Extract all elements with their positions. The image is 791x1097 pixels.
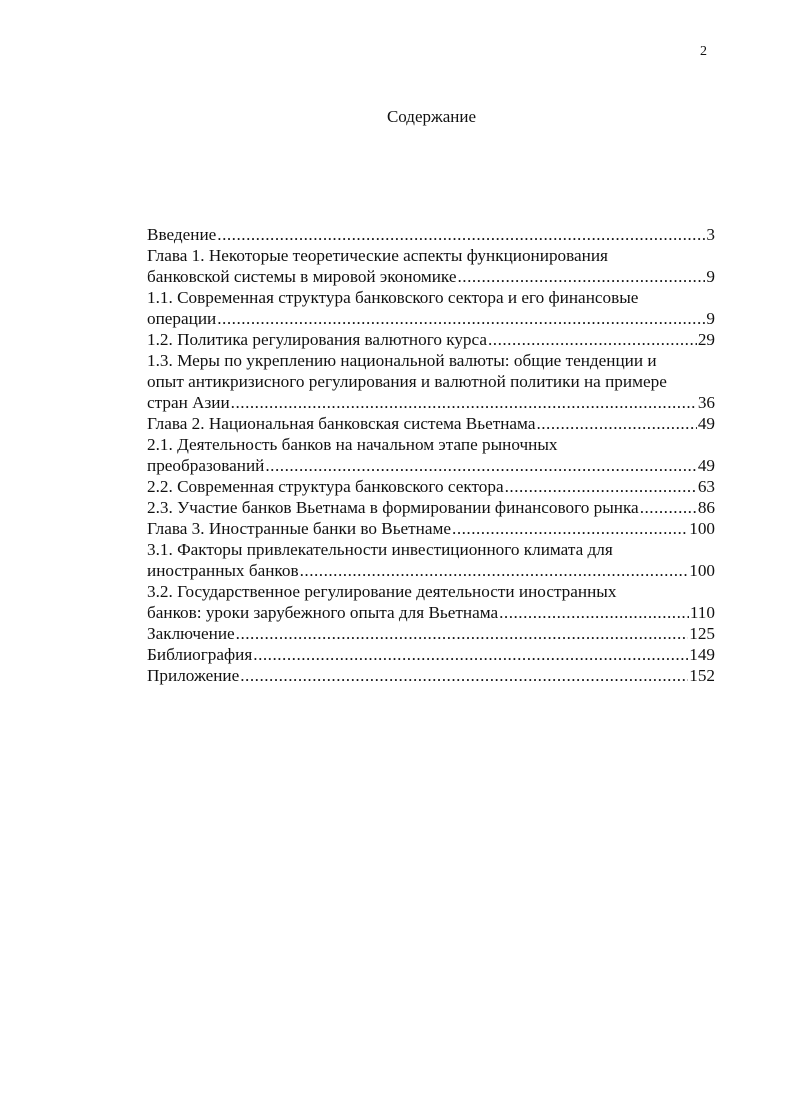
dot-leader <box>265 455 696 476</box>
toc-entry-title: 2.2. Современная структура банковского сектора <box>147 477 504 496</box>
toc-entry <box>147 539 715 581</box>
toc-entry-page: 125 <box>689 624 715 643</box>
toc-entry-line <box>147 224 715 245</box>
toc-entry-title: Глава 3. Иностранные банки во Вьетнаме <box>147 519 452 538</box>
toc-entry-page: 29 <box>697 330 715 349</box>
toc-entry-line <box>147 308 715 329</box>
toc-entry <box>147 413 715 434</box>
dot-leader <box>499 602 689 623</box>
toc-entry <box>147 287 715 329</box>
toc-entry-page: 63 <box>697 477 715 496</box>
toc-entry-page: 49 <box>697 414 715 433</box>
toc-entry-page: 9 <box>706 267 715 286</box>
toc-entry-title: Приложение <box>147 666 240 685</box>
dot-leader <box>240 665 688 686</box>
toc-entry-line <box>147 644 715 665</box>
toc-entry-page: 152 <box>689 666 715 685</box>
toc-entry-page: 149 <box>689 645 715 664</box>
toc-entry-line <box>147 476 715 497</box>
dot-leader <box>640 497 697 518</box>
toc-entry <box>147 623 715 644</box>
toc-entry-text-line: 3.1. Факторы привлекательности инвестиционного климата для <box>147 540 613 559</box>
dot-leader <box>457 266 705 287</box>
toc-entry-line <box>147 392 715 413</box>
dot-leader <box>217 224 705 245</box>
toc-entry-title: Библиография <box>147 645 253 664</box>
toc-entry-line <box>147 560 715 581</box>
toc-entry-title: Заключение <box>147 624 235 643</box>
toc-entry <box>147 518 715 539</box>
toc-entry-line <box>147 329 715 350</box>
table-of-contents <box>147 224 715 686</box>
toc-entry-title: банков: уроки зарубежного опыта для Вьетнама <box>147 603 499 622</box>
toc-entry-line <box>147 266 715 287</box>
page-number: 2 <box>700 44 707 59</box>
toc-entry-page: 110 <box>689 603 715 622</box>
dot-leader <box>236 623 689 644</box>
toc-entry-page: 86 <box>697 498 715 517</box>
toc-entry-page: 49 <box>697 456 715 475</box>
toc-entry-title: Введение <box>147 225 217 244</box>
toc-entry-title: банковской системы в мировой экономике <box>147 267 457 286</box>
toc-entry <box>147 581 715 623</box>
toc-entry <box>147 224 715 245</box>
toc-entry-page: 100 <box>689 519 715 538</box>
dot-leader <box>488 329 697 350</box>
toc-entry <box>147 476 715 497</box>
toc-entry-line <box>147 665 715 686</box>
toc-entry-page: 36 <box>697 393 715 412</box>
toc-entry-title: стран Азии <box>147 393 230 412</box>
toc-entry-text-line: 3.2. Государственное регулирование деятельности иностранных <box>147 582 617 601</box>
toc-entry-page: 9 <box>706 309 715 328</box>
toc-entry-text-line: 1.1. Современная структура банковского сектора и его финансовые <box>147 288 639 307</box>
dot-leader <box>231 392 697 413</box>
dot-leader <box>452 518 688 539</box>
toc-entry-text-line: 2.1. Деятельность банков на начальном этапе рыночных <box>147 435 558 454</box>
toc-entry-line <box>147 497 715 518</box>
toc-entry-text-line: опыт антикризисного регулирования и валютной политики на примере <box>147 372 667 391</box>
toc-entry-page: 100 <box>689 561 715 580</box>
toc-entry <box>147 497 715 518</box>
toc-entry-text-line: 1.3. Меры по укреплению национальной валюты: общие тенденции и <box>147 351 657 370</box>
dot-leader <box>217 308 705 329</box>
toc-entry <box>147 245 715 287</box>
toc-entry-line <box>147 602 715 623</box>
toc-entry-title: 1.2. Политика регулирования валютного курса <box>147 330 487 349</box>
toc-entry-line <box>147 518 715 539</box>
toc-entry <box>147 644 715 665</box>
toc-entry <box>147 434 715 476</box>
toc-entry-page: 3 <box>706 225 715 244</box>
toc-entry <box>147 329 715 350</box>
toc-entry <box>147 350 715 413</box>
toc-entry-line <box>147 623 715 644</box>
dot-leader <box>505 476 697 497</box>
toc-entry <box>147 665 715 686</box>
page-title: Содержание <box>386 107 477 126</box>
toc-entry-line <box>147 455 715 476</box>
toc-entry-title: Глава 2. Национальная банковская система Вьетнама <box>147 414 536 433</box>
toc-entry-line <box>147 413 715 434</box>
toc-entry-title: иностранных банков <box>147 561 299 580</box>
dot-leader <box>536 413 696 434</box>
toc-entry-title: преобразований <box>147 456 265 475</box>
dot-leader <box>300 560 689 581</box>
toc-entry-title: операции <box>147 309 217 328</box>
toc-entry-title: 2.3. Участие банков Вьетнама в формировании финансового рынка <box>147 498 639 517</box>
dot-leader <box>253 644 688 665</box>
toc-entry-text-line: Глава 1. Некоторые теоретические аспекты функционирования <box>147 246 608 265</box>
